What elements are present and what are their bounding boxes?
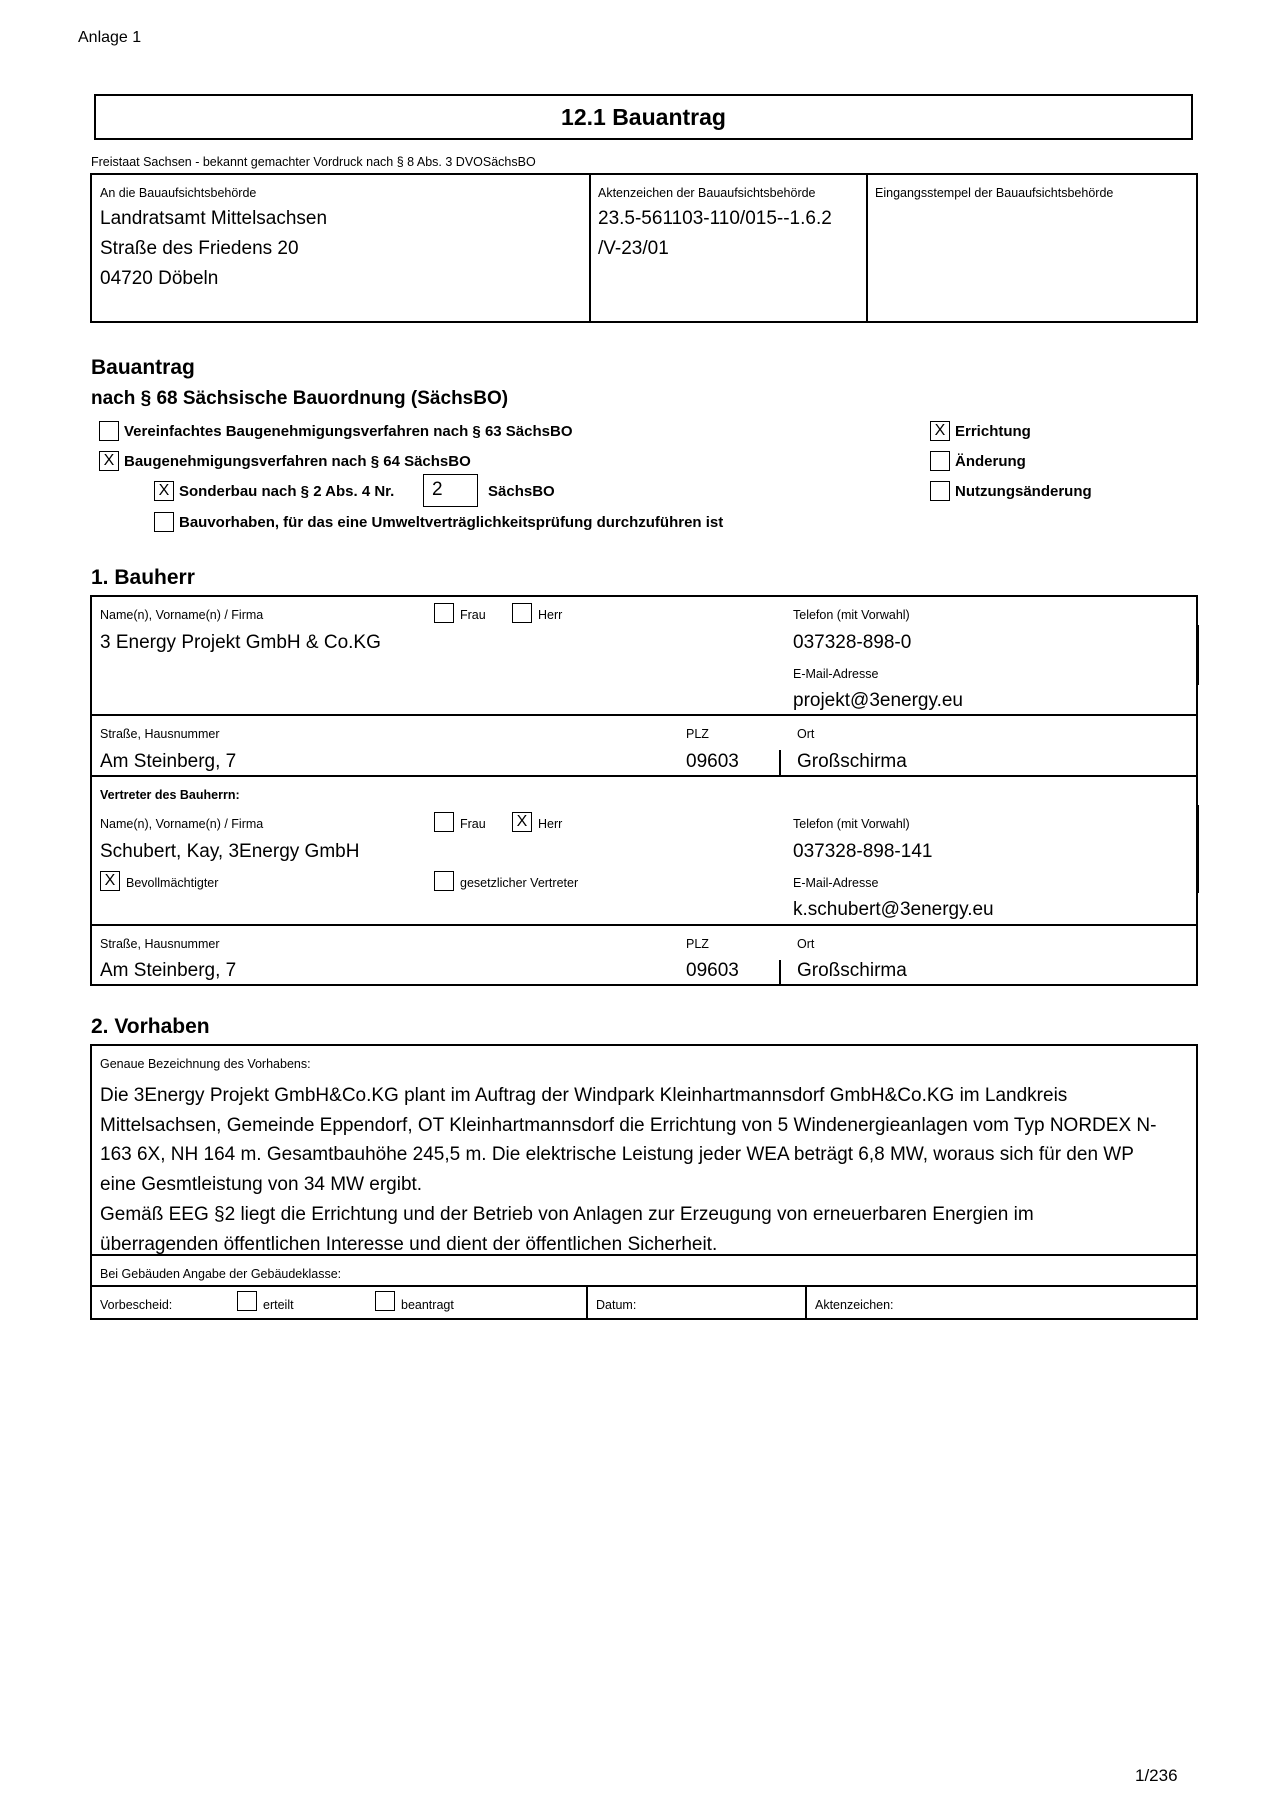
uvp-checkbox[interactable] bbox=[154, 512, 174, 532]
applicant-street: Am Steinberg, 7 bbox=[100, 751, 237, 772]
page-title: 12.1 Bauantrag bbox=[561, 104, 726, 130]
project-description-line: Mittelsachsen, Gemeinde Eppendorf, OT Kleinhartmannsdorf die Errichtung von 5 Windenergieanlagen vom Typ NORDEX N- bbox=[100, 1114, 1157, 1136]
representative-email: k.schubert@3energy.eu bbox=[793, 899, 994, 920]
authority-label: An die Bauaufsichtsbehörde bbox=[100, 186, 257, 200]
file-number-label: Aktenzeichen der Bauaufsichtsbehörde bbox=[598, 186, 816, 200]
applicant-name-label: Name(n), Vorname(n) / Firma bbox=[100, 608, 264, 622]
representative-name-label: Name(n), Vorname(n) / Firma bbox=[100, 817, 264, 831]
representative-herr-label: Herr bbox=[538, 817, 563, 831]
representative-street: Am Steinberg, 7 bbox=[100, 960, 237, 981]
legal-representative-checkbox[interactable] bbox=[434, 871, 454, 891]
date-label: Datum: bbox=[596, 1298, 637, 1312]
file-number-line1: 23.5-561103-110/015--1.6.2 bbox=[598, 208, 832, 229]
representative-plz-label: PLZ bbox=[686, 937, 709, 951]
applicant-plz-label: PLZ bbox=[686, 727, 709, 741]
project-description bbox=[100, 1081, 1190, 1259]
preliminary-decision-label: Vorbescheid: bbox=[100, 1298, 173, 1312]
applicant-herr-label: Herr bbox=[538, 608, 563, 622]
applicant-phone: 037328-898-0 bbox=[793, 632, 912, 653]
building-class-label: Bei Gebäuden Angabe der Gebäudeklasse: bbox=[100, 1267, 342, 1281]
project-description-line: überragenden öffentlichen Interesse und dient der öffentlichen Sicherheit. bbox=[100, 1233, 718, 1255]
representative-herr-checkbox[interactable]: X bbox=[512, 812, 532, 832]
annex-label: Anlage 1 bbox=[78, 29, 142, 46]
applicant-street-label: Straße, Hausnummer bbox=[100, 727, 220, 741]
applicant-city-label: Ort bbox=[797, 727, 815, 741]
representative-frau-checkbox[interactable] bbox=[434, 812, 454, 832]
representative-name: Schubert, Kay, 3Energy GmbH bbox=[100, 841, 360, 862]
representative-frau-label: Frau bbox=[460, 817, 486, 831]
special-building-suffix: SächsBO bbox=[488, 483, 555, 500]
uvp-label: Bauvorhaben, für das eine Umweltverträglichkeitsprüfung durchzuführen ist bbox=[179, 514, 724, 531]
full-procedure-label: Baugenehmigungsverfahren nach § 64 SächsBO bbox=[124, 453, 471, 470]
applicant-phone-label: Telefon (mit Vorwahl) bbox=[793, 608, 910, 622]
authority-name: Landratsamt Mittelsachsen bbox=[100, 208, 328, 229]
authorized-label: Bevollmächtigter bbox=[126, 876, 219, 890]
construction-label: Errichtung bbox=[955, 423, 1031, 440]
title-box bbox=[94, 94, 1193, 140]
applicant-heading: 1. Bauherr bbox=[91, 566, 195, 589]
project-description-line: Gemäß EEG §2 liegt die Errichtung und der Betrieb von Anlagen zur Erzeugung von erneuerbaren Energien im bbox=[100, 1203, 1034, 1225]
representative-heading: Vertreter des Bauherrn: bbox=[100, 788, 240, 802]
stamp-label: Eingangsstempel der Bauaufsichtsbehörde bbox=[875, 186, 1114, 200]
representative-city-label: Ort bbox=[797, 937, 815, 951]
usage-change-checkbox[interactable] bbox=[930, 481, 950, 501]
special-building-label: Sonderbau nach § 2 Abs. 4 Nr. bbox=[179, 483, 395, 500]
applicant-city: Großschirma bbox=[797, 751, 907, 772]
file-number-line2: /V-23/01 bbox=[598, 238, 669, 259]
applied-checkbox[interactable] bbox=[375, 1291, 395, 1311]
simplified-procedure-label: Vereinfachtes Baugenehmigungsverfahren nach § 63 SächsBO bbox=[124, 423, 573, 440]
simplified-procedure-checkbox[interactable] bbox=[99, 421, 119, 441]
applicant-herr-checkbox[interactable] bbox=[512, 603, 532, 623]
full-procedure-checkbox[interactable]: X bbox=[99, 451, 119, 471]
applicant-frau-checkbox[interactable] bbox=[434, 603, 454, 623]
representative-phone-label: Telefon (mit Vorwahl) bbox=[793, 817, 910, 831]
project-description-line: eine Gesmtleistung von 34 MW ergibt. bbox=[100, 1174, 423, 1196]
authority-street: Straße des Friedens 20 bbox=[100, 238, 299, 259]
applicant-email-label: E-Mail-Adresse bbox=[793, 667, 879, 681]
reference-label: Aktenzeichen: bbox=[815, 1298, 894, 1312]
authority-city: 04720 Döbeln bbox=[100, 268, 219, 289]
change-label: Änderung bbox=[955, 453, 1026, 470]
granted-label: erteilt bbox=[263, 1298, 294, 1312]
project-heading: 2. Vorhaben bbox=[91, 1015, 210, 1038]
project-description-line: Die 3Energy Projekt GmbH&Co.KG plant im Auftrag der Windpark Kleinhartmannsdorf GmbH&Co.KG im Landkreis bbox=[100, 1085, 1068, 1106]
representative-plz: 09603 bbox=[686, 960, 739, 981]
usage-change-label: Nutzungsänderung bbox=[955, 483, 1092, 500]
special-building-number-field[interactable]: 2 bbox=[423, 474, 478, 507]
applicant-frau-label: Frau bbox=[460, 608, 486, 622]
procedure-subheading: nach § 68 Sächsische Bauordnung (SächsBO) bbox=[91, 388, 509, 409]
procedure-heading: Bauantrag bbox=[91, 356, 195, 379]
applicant-name: 3 Energy Projekt GmbH & Co.KG bbox=[100, 632, 381, 653]
applicant-email: projekt@3energy.eu bbox=[793, 690, 963, 711]
representative-street-label: Straße, Hausnummer bbox=[100, 937, 220, 951]
granted-checkbox[interactable] bbox=[237, 1291, 257, 1311]
applied-label: beantragt bbox=[401, 1298, 454, 1312]
special-building-checkbox[interactable]: X bbox=[154, 481, 174, 501]
legal-representative-label: gesetzlicher Vertreter bbox=[460, 876, 579, 890]
representative-email-label: E-Mail-Adresse bbox=[793, 876, 879, 890]
authorized-checkbox[interactable]: X bbox=[100, 871, 120, 891]
applicant-plz: 09603 bbox=[686, 751, 739, 772]
page-number: 1/236 bbox=[1135, 1766, 1178, 1785]
form-subtitle: Freistaat Sachsen - bekannt gemachter Vordruck nach § 8 Abs. 3 DVOSächsBO bbox=[91, 155, 536, 169]
project-description-line: 163 6X, NH 164 m. Gesamtbauhöhe 245,5 m. Die elektrische Leistung jeder WEA beträgt 6,8 MW, woraus sich für den WP bbox=[100, 1144, 1134, 1166]
change-checkbox[interactable] bbox=[930, 451, 950, 471]
representative-phone: 037328-898-141 bbox=[793, 841, 933, 862]
project-description-label: Genaue Bezeichnung des Vorhabens: bbox=[100, 1057, 311, 1071]
construction-checkbox[interactable]: X bbox=[930, 421, 950, 441]
representative-city: Großschirma bbox=[797, 960, 907, 981]
